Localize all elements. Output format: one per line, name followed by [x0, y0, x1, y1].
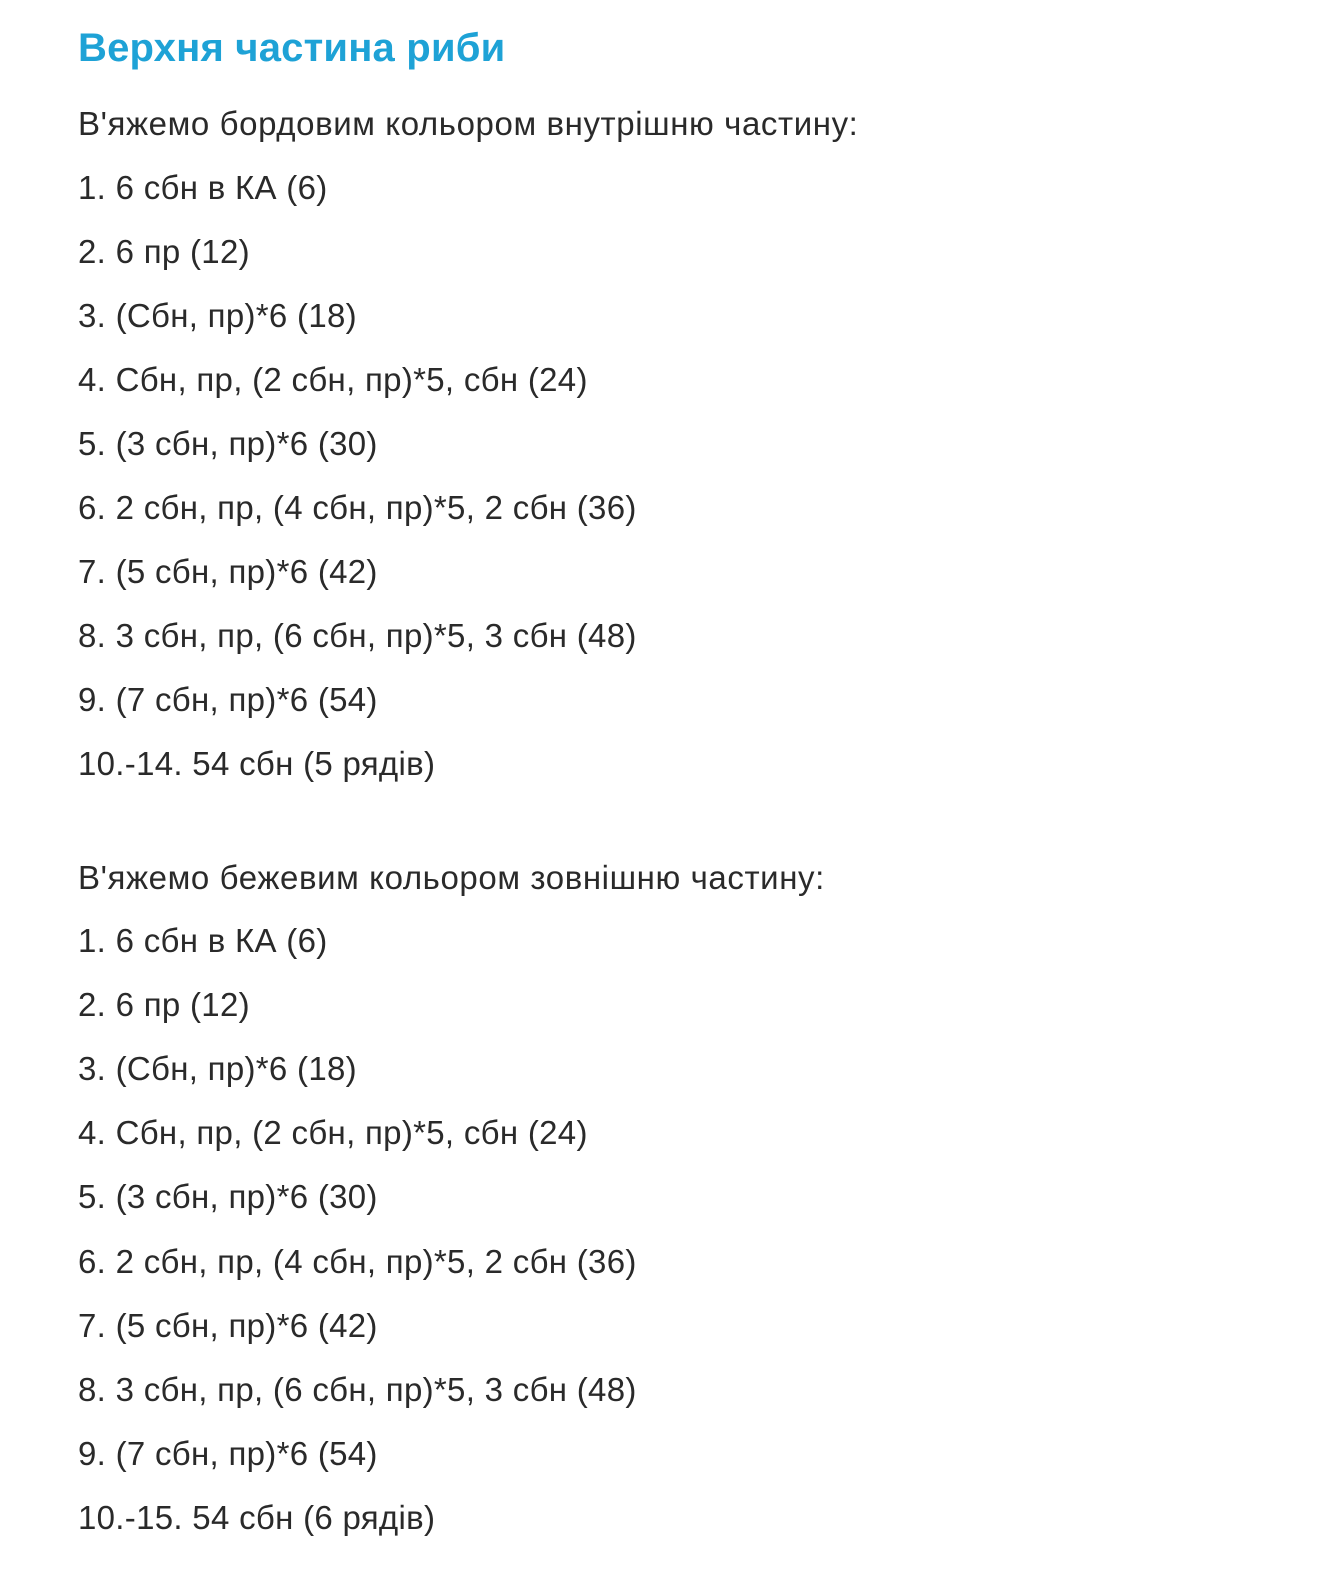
pattern-row: 3. (Сбн, пр)*6 (18)	[78, 1050, 357, 1087]
pattern-row: 10.-14. 54 сбн (5 рядів)	[78, 745, 436, 782]
pattern-row: 2. 6 пр (12)	[78, 233, 250, 270]
pattern-row: 10.-15. 54 сбн (6 рядів)	[78, 1499, 436, 1536]
pattern-row: 8. 3 сбн, пр, (6 сбн, пр)*5, 3 сбн (48)	[78, 1371, 637, 1408]
section-intro: В'яжемо бежевим кольором зовнішню частину:	[78, 859, 825, 896]
page-title: Верхня частина риби	[78, 26, 506, 70]
pattern-row: 7. (5 сбн, пр)*6 (42)	[78, 553, 378, 590]
pattern-row: 6. 2 сбн, пр, (4 сбн, пр)*5, 2 сбн (36)	[78, 1243, 637, 1280]
pattern-row: 5. (3 сбн, пр)*6 (30)	[78, 1178, 378, 1215]
pattern-row: 4. Сбн, пр, (2 сбн, пр)*5, сбн (24)	[78, 1114, 588, 1151]
pattern-row: 1. 6 сбн в КА (6)	[78, 169, 328, 206]
pattern-row: 9. (7 сбн, пр)*6 (54)	[78, 1435, 378, 1472]
pattern-row: 7. (5 сбн, пр)*6 (42)	[78, 1307, 378, 1344]
pattern-row: 5. (3 сбн, пр)*6 (30)	[78, 425, 378, 462]
pattern-row: 3. (Сбн, пр)*6 (18)	[78, 297, 357, 334]
section-intro: В'яжемо бордовим кольором внутрішню частину:	[78, 105, 859, 142]
pattern-row: 4. Сбн, пр, (2 сбн, пр)*5, сбн (24)	[78, 361, 588, 398]
pattern-row: 2. 6 пр (12)	[78, 986, 250, 1023]
pattern-row: 6. 2 сбн, пр, (4 сбн, пр)*5, 2 сбн (36)	[78, 489, 637, 526]
pattern-row: 1. 6 сбн в КА (6)	[78, 922, 328, 959]
pattern-row: 9. (7 сбн, пр)*6 (54)	[78, 681, 378, 718]
pattern-row: 8. 3 сбн, пр, (6 сбн, пр)*5, 3 сбн (48)	[78, 617, 637, 654]
